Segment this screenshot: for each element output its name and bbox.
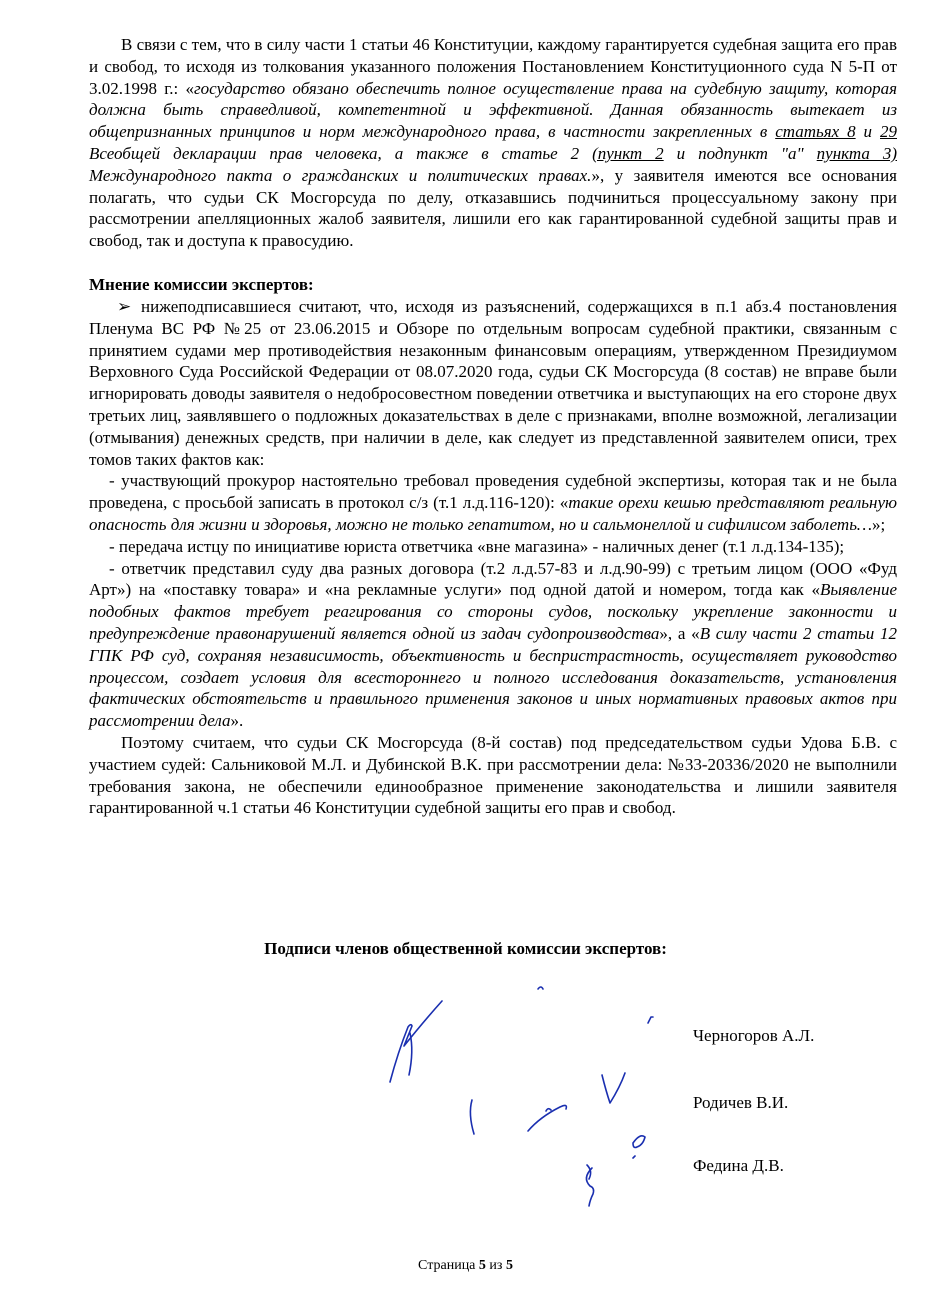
page-footer	[0, 1258, 931, 1274]
footer-text: Страница	[418, 1258, 479, 1273]
text-run: государство обязано обеспечить полное осуществление права на судебную защиту, которая должна быть справедливой, компетентной и эффективной. Данная обязанность вытекает из общепризнанных принципов и норм международного права, в частности закрепленных в	[89, 78, 897, 142]
text-run: Международного пакта о гражданских и политических правах.	[89, 165, 592, 185]
link-article-29: 29	[880, 122, 897, 142]
signer-name: Родичев В.И.	[693, 1093, 789, 1112]
text-run: нижеподписавшиеся считают, что, исходя из разъяснений, содержащихся в п.1 абз.4 постановления Пленума ВС РФ №25 от 23.06.2015 и Обзоре по отдельным вопросам судебной практики, связанным с принятием судами мер противодействия незаконным финансовым операциям, утвержденном Президиумом Верховного Суда Российской Федерации от 08.07.2020 года, судьи СК Мосгорсуда (8 состав) не вправе были игнорировать доводы заявителя о недобросовестном поведении ответчика и выступающих на его стороне двух третьих лиц, заявлявшего о подложных доказательствах в деле с признаками, вполне возможной, легализации (отмывания) денежных средств, при наличии в деле, как следует из представленной заявителем описи, трех томов таких фактов как:	[89, 296, 897, 469]
signatures-heading: Подписи членов общественной комиссии экспертов:	[264, 939, 667, 958]
quote-review: Выявление подобных фактов требует реагирования со стороны судов, поскольку укрепление законности и предупреждение правонарушений является одной из задач судопроизводства	[89, 580, 897, 643]
text-run: », а «	[659, 623, 700, 643]
page-total: 5	[505, 1258, 513, 1273]
quote-prosecutor: такие орехи кешью представляют реальную опасность для жизни и здоровья, можно не только гепатитом, но и сальмонеллой и сифилисом заболеть…	[89, 493, 897, 534]
list-item-contracts	[89, 558, 897, 732]
page-number: 5	[478, 1258, 486, 1273]
text-run: », у заявителя имеются все основания полагать, что судьи СК Мосгорсуда по делу, отказавшись подчиниться процессуальному закону при рассмотрении апелляционных жалоб заявителя, лишили его как гарантированной судебной защиты прав и свобод, так и доступа к правосудию.	[89, 165, 897, 251]
signer-name: Черногоров А.Л.	[693, 1026, 815, 1045]
text-run: В связи с тем, что в силу части 1 статьи 46 Конституции, каждому гарантируется судебная защита его прав и свобод, то исходя из толкования указанного положения Постановлением Конституционного суда N 5-П от 3.02.1998 г.: «	[89, 35, 897, 98]
list-item-prosecutor	[89, 470, 897, 535]
signer-name: Федина Д.В.	[693, 1156, 784, 1175]
text-run: - ответчик представил суду два разных договора (т.2 л.д.57-83 и л.д.90-99) с третьим лицом (ООО «Фуд Арт») на «поставку товара» и «на рекламные услуги» под одной датой и номером, тогда как «	[89, 558, 897, 600]
footer-text: из	[485, 1258, 506, 1273]
link-article-8: статьях 8	[775, 122, 856, 142]
text-run: »;	[872, 514, 886, 534]
link-point-2: (пункт 2	[592, 143, 664, 163]
text-run: и подпункт "а"	[663, 143, 817, 163]
document-body	[89, 34, 897, 819]
paragraph-constitution	[89, 34, 897, 252]
bullet-paragraph	[89, 296, 897, 470]
link-point-3: пункта 3)	[816, 143, 897, 163]
text-run: ».	[230, 711, 244, 731]
handwritten-signatures	[380, 975, 680, 1215]
arrow-bullet-icon: ➢	[117, 296, 132, 316]
text-run: - участвующий прокурор настоятельно требовал проведения судебной экспертизы, которая так и не была проведена, с просьбой записать в протокол с/з (т.1 л.д.116-120): «	[89, 471, 897, 513]
quote-gpk: В силу части 2 статьи 12 ГПК РФ суд, сохраняя независимость, объективность и беспристрастность, осуществляет руководство процессом, создает условия для всестороннего и полного исследования доказательств, установления фактических обстоятельств и правильного применения законов и иных нормативных правовых актов при рассмотрении дела	[89, 623, 897, 731]
section-heading: Мнение комиссии экспертов:	[89, 274, 314, 294]
text-run: Всеобщей декларации прав человека, а также в статье 2	[89, 143, 593, 163]
text-run: и	[855, 122, 880, 142]
list-item-cash-transfer: - передача истцу по инициативе юриста ответчика «вне магазина» - наличных денег (т.1 л.д.134-135);	[109, 536, 845, 556]
paragraph-conclusion: Поэтому считаем, что судьи СК Мосгорсуда (8-й состав) под председательством судьи Удова Б.В. с участием судей: Сальниковой М.Л. и Дубинской В.К. при рассмотрении дела: №33-20336/2020 не выполнили требования закона, не обеспечили единообразное применение законодательства и лишили заявителя гарантированной ч.1 статьи 46 Конституции судебной защиты его прав и свобод.	[89, 732, 897, 818]
